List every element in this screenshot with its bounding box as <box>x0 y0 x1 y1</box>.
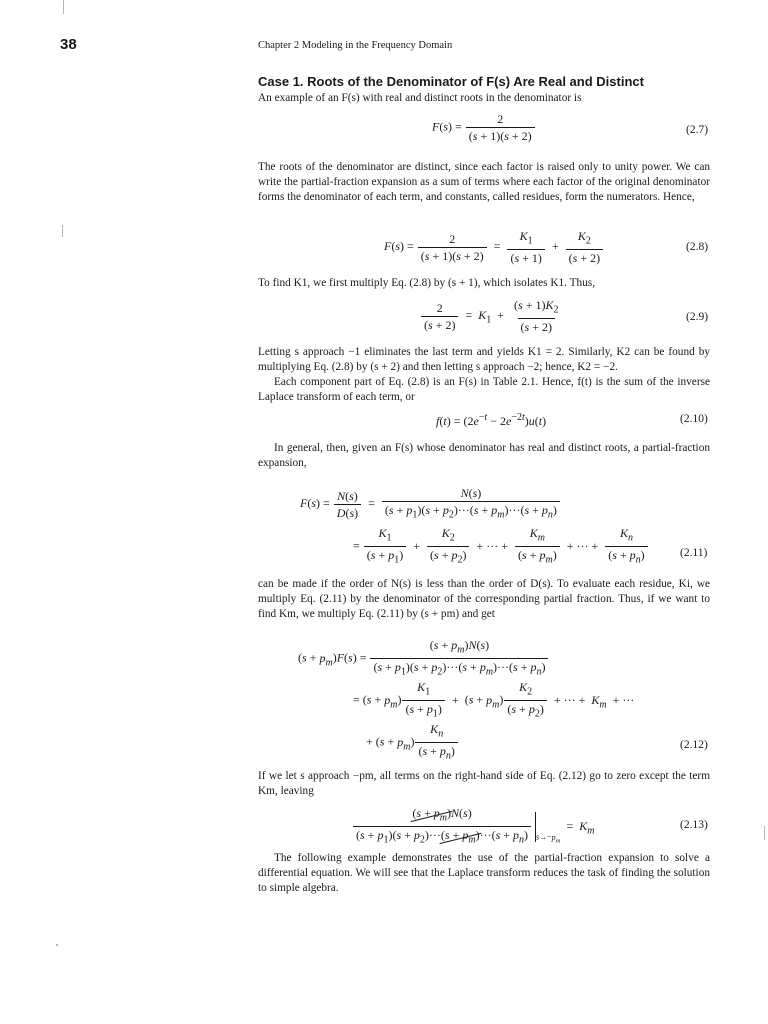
paragraph-residues-k1-k2: Letting s approach −1 eliminates the last term and yields K1 = 2. Similarly, K2 can be found by multiplying Eq. (2.8) by (s + 2) and then letting s approach −2; hence, K2 = −2. <box>258 346 710 374</box>
page-number: 38 <box>60 36 77 53</box>
equation-number-2-8: (2.8) <box>686 241 709 253</box>
paragraph-example-intro: The following example demonstrates the use of the partial-fraction expansion to solve a differential equation. We will see that the Laplace transform reduces the task of finding the solution to simple algebra. <box>258 852 710 895</box>
paragraph-component-parts: Each component part of Eq. (2.8) is an F(s) in Table 2.1. Hence, f(t) is the sum of the inverse Laplace transform of each term, or <box>258 376 710 404</box>
equation-number-2-12: (2.12) <box>680 739 708 751</box>
scan-mark <box>62 225 63 237</box>
equation-2-11-line-2: = $\frac{K_1}{(s + p_1)}$ + $\frac{K_2}{(s + p_2)}$ + ··· + $\frac{K_m}{(s + p_m)}$ + ··· + $\frac{K_n}{(s + p_n)}$ <box>353 526 649 568</box>
paragraph-roots: The roots of the denominator are distinct, since each factor is raised only to unity power. We can write the partial-fraction expansion as a sum of terms where each factor of the original denominator forms the denominator of each term, and constants, called residues, form the numerators. Hence, <box>258 161 710 204</box>
equation-2-11-line-1: F(s) = $\frac{N(s)}{D(s)}$ = $\frac{N(s)}{(s + p_1)(s + p_2)\cdot\cdot\cdot(s + p_m)\cdot\cdot\cdot(s + p_n)}$ <box>300 486 561 522</box>
equation-2-10: $f(t) = (2e^{-t} - 2e^{-2t})u(t)$ <box>436 412 547 428</box>
equation-number-2-9: (2.9) <box>686 311 709 323</box>
paragraph-general-case: In general, then, given an F(s) whose denominator has real and distinct roots, a partial-fraction expansion, <box>258 442 710 470</box>
equation-2-7: F(s) = $\frac{2}{(s + 1)(s + 2)}$ <box>432 112 536 143</box>
scan-mark <box>764 826 765 840</box>
paragraph-order-condition: can be made if the order of N(s) is less than the order of D(s). To evaluate each residue, Ki, we multiply Eq. (2.11) by the denominator of the corresponding partial fraction. Thus, if we want to find Km, we multiply Eq. (2.11) by (s + pm) and get <box>258 578 710 621</box>
section-heading: Case 1. Roots of the Denominator of F(s) Are Real and Distinct <box>258 74 644 89</box>
equation-2-12-line-1: $(s + p_m)F(s)$ = $\frac{(s + p_m)N(s)}{(s + p_1)(s + p_2)\cdot\cdot\cdot(s + p_m)\cdot\cdot\cdot(s + p_n)}$ <box>298 638 549 680</box>
equation-2-12-line-2: = $(s + p_m)$ $\frac{K_1}{(s + p_1)}$ + $(s + p_m)$ $\frac{K_2}{(s + p_2)}$ + ··· + $K_m$ + ··· <box>353 680 635 720</box>
equation-2-13: $\frac{(s + p_m)N(s)}{(s + p_1)(s + p_2)\cdot\cdot\cdot(s + p_m)\cdot\cdot\cdot(s + p_n)}$ $_{s\to-p_m} = K_m$ <box>352 806 595 848</box>
paragraph-find-k1: To find K1, we first multiply Eq. (2.8) by (s + 1), which isolates K1. Thus, <box>258 277 596 289</box>
equation-number-2-7: (2.7) <box>686 124 709 136</box>
scan-mark <box>56 944 58 946</box>
running-head: Chapter 2 Modeling in the Frequency Domain <box>258 40 453 51</box>
paragraph-limit: If we let s approach −pm, all terms on the right-hand side of Eq. (2.12) go to zero except the term Km, leaving <box>258 770 710 798</box>
equation-2-9: $\frac{2}{(s + 2)}$ = $K_1$ + $\frac{(s + 1)K_2}{(s + 2)}$ <box>420 298 562 334</box>
equation-number-2-13: (2.13) <box>680 819 708 831</box>
equation-2-12-line-3: + $(s + p_m)$ $\frac{K_n}{(s + p_n)}$ <box>366 722 459 764</box>
equation-number-2-10: (2.10) <box>680 413 708 425</box>
equation-2-8: F(s) = $\frac{2}{(s + 1)(s + 2)}$ = $\frac{K_1}{(s + 1)}$ + $\frac{K_2}{(s + 2)}$ <box>384 229 604 265</box>
scan-mark <box>63 0 64 14</box>
paragraph-intro: An example of an F(s) with real and distinct roots in the denominator is <box>258 92 582 104</box>
equation-number-2-11: (2.11) <box>680 547 708 559</box>
